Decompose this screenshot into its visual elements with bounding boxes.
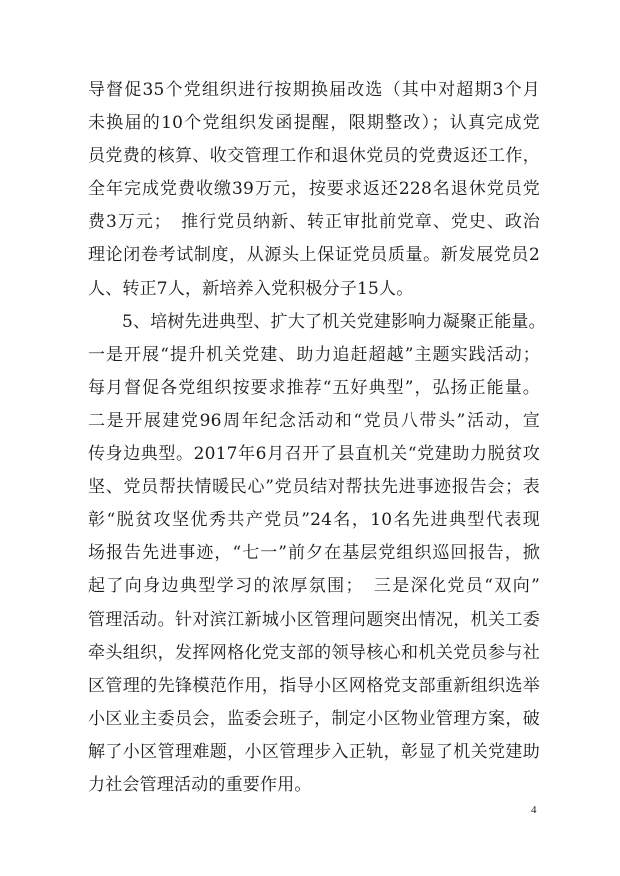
text-line: 费3万元； 推行党员纳新、转正审批前党章、党史、政治 [88, 212, 540, 233]
text-line: 每月督促各党组织按要求推荐“五好典型”，弘扬正能量。 [88, 377, 540, 398]
text-line: 解了小区管理难题，小区管理步入正轨，彰显了机关党建助 [88, 741, 540, 762]
text-line: 彰“脱贫攻坚优秀共产党员”24名，10名先进典型代表现 [88, 510, 540, 531]
text-line: 力社会管理活动的重要作用。 [88, 774, 312, 795]
text-line: 小区业主委员会，监委会班子，制定小区物业管理方案，破 [88, 708, 540, 729]
page-number: 4 [531, 804, 537, 816]
text-line: 管理活动。针对滨江新城小区管理问题突出情况，机关工委 [88, 609, 540, 630]
text-line: 员党费的核算、收交管理工作和退休党员的党费返还工作， [88, 146, 540, 167]
section-heading-line: 5、培树先进典型、扩大了机关党建影响力凝聚正能量。 [122, 311, 546, 332]
text-line: 牵头组织，发挥网格化党支部的领导核心和机关党员参与社 [88, 642, 540, 663]
text-line: 一是开展“提升机关党建、助力追赶超越”主题实践活动； [88, 344, 540, 365]
text-line: 起了向身边典型学习的浓厚氛围； 三是深化党员“双向” [88, 576, 540, 597]
text-line: 全年完成党费收缴39万元，按要求返还228名退休党员党 [88, 179, 540, 200]
text-line: 未换届的10个党组织发函提醒，限期整改）；认真完成党 [88, 113, 540, 134]
text-line: 理论闭卷考试制度，从源头上保证党员质量。新发展党员2 [88, 245, 540, 266]
text-line: 二是开展建党96周年纪念活动和“党员八带头”活动，宣 [88, 410, 540, 431]
document-body [88, 74, 546, 802]
text-line: 人、转正7人，新培养入党积极分子15人。 [88, 278, 414, 299]
text-line: 传身边典型。2017年6月召开了县直机关“党建助力脱贫攻 [88, 444, 540, 465]
text-line: 场报告先进事迹，“七一”前夕在基层党组织巡回报告，掀 [88, 543, 540, 564]
text-line: 区管理的先锋模范作用，指导小区网格党支部重新组织选举 [88, 675, 540, 696]
text-line: 坚、党员帮扶情暖民心”党员结对帮扶先进事迹报告会；表 [88, 477, 540, 498]
text-line: 导督促35个党组织进行按期换届改选（其中对超期3个月 [88, 80, 540, 100]
